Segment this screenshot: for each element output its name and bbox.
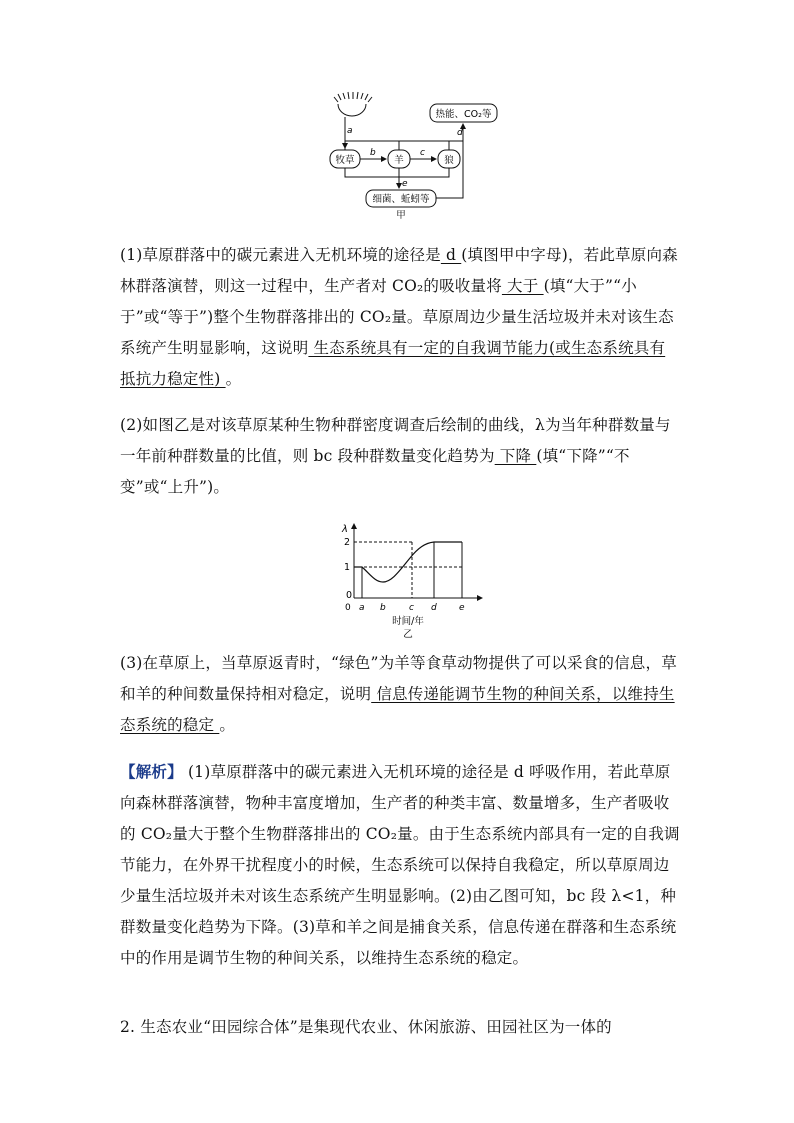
wolf-node-label: 狼 bbox=[444, 155, 454, 166]
edge-label-b: b bbox=[370, 148, 376, 158]
analysis-tag: 【解析】 bbox=[120, 762, 183, 781]
chart-y-tick-2: 2 bbox=[344, 537, 351, 548]
diagram-a-caption: 甲 bbox=[396, 210, 406, 221]
q1-answer-2: 大于 bbox=[501, 277, 544, 295]
q1-text-4: 。 bbox=[225, 370, 242, 388]
carbon-cycle-diagram bbox=[0, 0, 794, 230]
chart-x-tick-e: e bbox=[459, 603, 465, 613]
analysis-text: (1)草原群落中的碳元素进入无机环境的途径是 d 呼吸作用，若此草原向森林群落演替，物种丰富度增加，生产者的种类丰富、数量增多，生产者吸收的 CO₂量大于整个生物群落排出的 CO₂量。由于生态系统内部具有一定的自我调节能力，在外界干扰程度小的时候，生态系统可以保持自我稳定，所以草原周边少量生活垃圾并未对该生态系统产生明显影响。(2)由乙图可知，bc 段 λ<1，种群数量变化趋势为下降。(3)草和羊之间是捕食关系，信息传递在群落和生态系统中的作用是调节生物的种间关系，以维持生态系统的稳定。 bbox=[120, 763, 680, 967]
q1-answer-3: 生态系统具有一定的自我调节能力(或生态系统具有抵抗力稳定性) bbox=[120, 339, 666, 388]
chart-caption: 乙 bbox=[403, 629, 413, 638]
chart-x-tick-b: b bbox=[380, 603, 386, 613]
chart-y-tick-0: 0 bbox=[346, 590, 353, 601]
question-next bbox=[120, 1012, 680, 1043]
q2-answer-1: 下降 bbox=[494, 447, 537, 465]
sun-icon bbox=[334, 92, 372, 116]
sheep-node-label: 羊 bbox=[394, 155, 404, 166]
q1-answer-1: d bbox=[440, 246, 462, 264]
q1-text-1: (1)草原群落中的碳元素进入无机环境的途径是 bbox=[120, 246, 441, 264]
chart-x-tick-a: a bbox=[359, 603, 365, 613]
edge-label-a: a bbox=[347, 126, 353, 136]
grass-node-label: 牧草 bbox=[335, 155, 355, 166]
chart-x-tick-d: d bbox=[431, 603, 437, 613]
q2-text-1: (2)如图乙是对该草原某种生物种群密度调查后绘制的曲线，λ为当年种群数量与一年前种群数量的比值，则 bc 段种群数量变化趋势为 bbox=[120, 416, 671, 465]
chart-x-label: 时间/年 bbox=[392, 616, 424, 627]
q1-text-2: (填图甲中字母)，若此草原向森林群落演替，则这一过程中，生产者对 CO₂的吸收量将 bbox=[120, 246, 678, 295]
lambda-curve-chart bbox=[0, 518, 794, 638]
q2-text-2: (填“下降”“不变”或“上升”)。 bbox=[120, 447, 630, 496]
chart-x-tick-c: c bbox=[409, 603, 414, 613]
decomposer-node-label: 细菌、蚯蚓等 bbox=[372, 194, 430, 205]
q3-text-1: (3)在草原上，当草原返青时，“绿色”为羊等食草动物提供了可以采食的信息，草和羊的种间数量保持相对稳定，说明 bbox=[120, 654, 677, 703]
chart-x-tick-0: 0 bbox=[345, 603, 351, 613]
analysis-section bbox=[120, 756, 680, 974]
chart-y-label: λ bbox=[342, 524, 348, 535]
edge-label-c: c bbox=[420, 148, 425, 158]
edge-label-e: e bbox=[402, 179, 408, 189]
question-3 bbox=[120, 648, 680, 741]
chart-y-tick-1: 1 bbox=[344, 562, 351, 573]
edge-label-d: d bbox=[457, 128, 463, 138]
question-2 bbox=[120, 410, 680, 503]
question-1 bbox=[120, 240, 680, 395]
lambda-curve bbox=[354, 542, 462, 582]
q-next-text: 2. 生态农业“田园综合体”是集现代农业、休闲旅游、田园社区为一体的 bbox=[120, 1018, 612, 1036]
q3-text-2: 。 bbox=[219, 716, 236, 734]
q3-answer-1: 信息传递能调节生物的种间关系，以维持生态系统的稳定 bbox=[120, 685, 675, 734]
q1-text-3: (填“大于”“小于”或“等于”)整个生物群落排出的 CO₂量。草原周边少量生活垃圾并未对该生态系统产生明显影响，这说明 bbox=[120, 277, 674, 357]
heat-node-label: 热能、CO₂等 bbox=[435, 109, 492, 120]
